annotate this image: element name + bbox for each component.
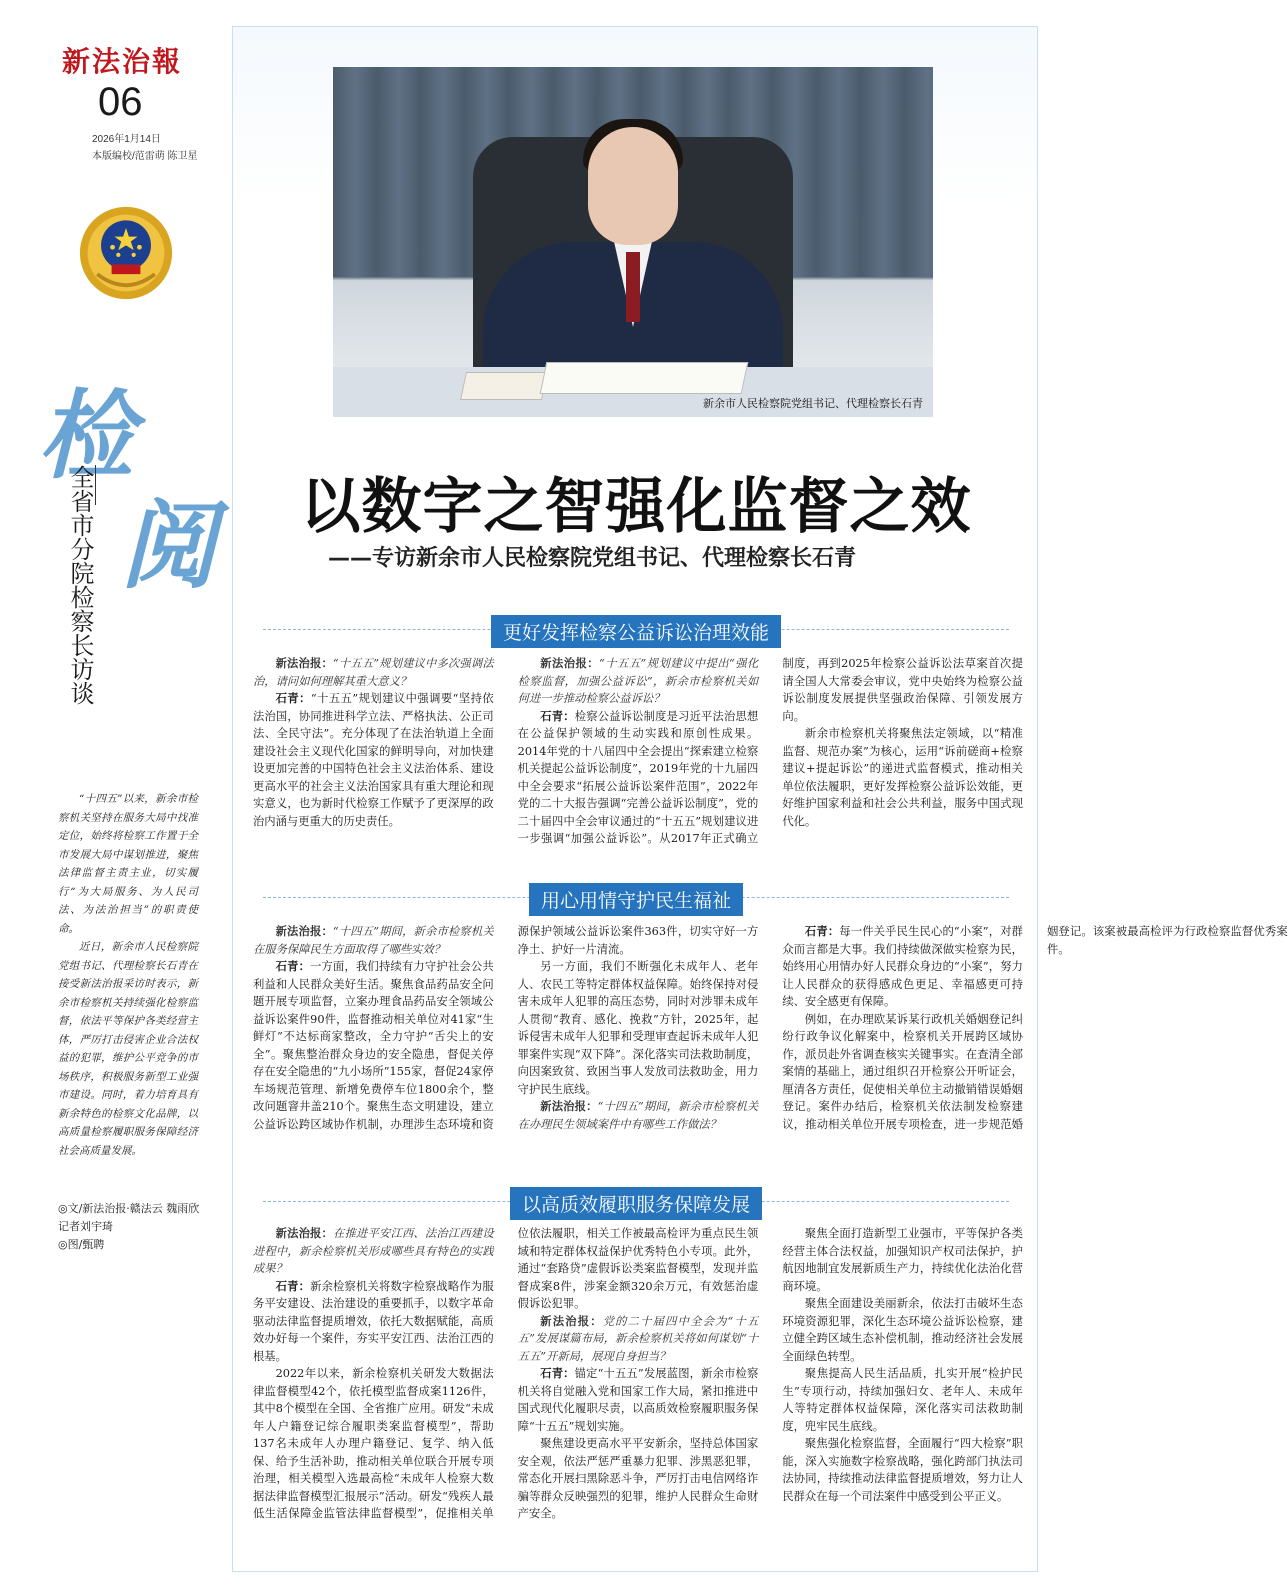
speaker-label: 新法治报： — [275, 656, 333, 670]
paragraph-text: 聚焦提高人民生活品质，扎实开展“检护民生”专项行动，持续加强妇女、老年人、未成年人等特定群体权益保障，深化落实司法救助制度，兜牢民生底线。 — [782, 1367, 1023, 1433]
paragraph-text: 每一件关乎民生民心的“小案”，对群众而言都是大事。我们持续做深做实检察为民，始终用心用情办好人民群众身边的“小案”，努力让人民群众的获得感成色更足、幸福感更可持续、安全感更有保障。 — [782, 925, 1023, 1008]
speaker-label: 新法治报： — [540, 1313, 603, 1328]
paragraph-text: 聚焦全面建设美丽新余，依法打击破坏生态环境资源犯罪，深化生态环境公益诉讼检察，建立健全跨区域生态补偿机制，推动经济社会发展全面绿色转型。 — [782, 1297, 1023, 1363]
interview-answer — [253, 690, 494, 830]
article-paragraph — [782, 1365, 1023, 1435]
interview-answer — [782, 923, 1023, 1011]
speaker-label: 石青： — [540, 708, 575, 723]
paragraph-text: 聚焦强化检察监督，全面履行“四大检察”职能，深入实施数字检察战略，强化跨部门执法司法协同，持续推动法律监督提质增效，努力让人民群众在每一个司法案件中感受到公平正义。 — [782, 1437, 1023, 1503]
article-paragraph — [782, 1295, 1023, 1365]
procuratorate-emblem-icon — [78, 205, 174, 301]
photo-open-book — [540, 362, 749, 394]
page-number: 06 — [98, 80, 143, 124]
sidebar-credits — [58, 1200, 208, 1254]
article-paragraph — [782, 1435, 1023, 1505]
speaker-label: 石青： — [540, 1366, 575, 1380]
article-paragraph — [782, 725, 1023, 830]
photo-caption: 新余市人民检察院党组书记、代理检察长石青 — [703, 398, 923, 410]
article-subhead: ——专访新余市人民检察院党组书记、代理检察长石青 — [328, 546, 857, 571]
interview-question — [518, 1098, 759, 1133]
paper-name: 新法治報 — [62, 45, 183, 78]
column-title-char-2: 阅 — [120, 489, 216, 602]
paragraph-text: 锚定“十五五”发展蓝图，新余市检察机关将自觉融入党和国家工作大局，紧扣推进中国式现代化履职尽责，以高质效检察履职服务保障“十五五”规划实施。 — [517, 1367, 759, 1433]
speaker-label: 石青： — [275, 959, 311, 973]
paragraph-text: “十五五”规划建议中提出“强化检察监督，加强公益诉讼”，新余市检察机关如何进一步推动检察公益诉讼？ — [517, 657, 759, 705]
sidebar-intro-paragraph: 近日，新余市人民检察院党组书记、代理检察长石青在接受新法治报采访时表示，新余市检察机关持续强化检察监督，依法平等保护各类经营主体，严厉打击侵害企业合法权益的犯罪，维护公平竞争的市场秩序，积极服务新型工业强市建设。同时，着力培育具有新余特色的检察文化品牌，以高质量检察履职服务保障经济社会高质量发展。 — [58, 941, 198, 1157]
speaker-label: 新法治报： — [540, 656, 600, 670]
section-heading — [233, 615, 1039, 645]
masthead — [40, 40, 200, 162]
photo-credit: ◎图/甄聘 — [58, 1238, 105, 1251]
article-paragraph — [518, 1435, 759, 1523]
sidebar-intro-paragraph: “十四五”以来，新余市检察机关坚持在服务大局中找准定位，始终将检察工作置于全市发展大局中谋划推进，聚焦法律监督主责主业，切实履行“为大局服务、为人民司法、为法治担当”的职责使命。 — [58, 793, 198, 935]
section-heading-label: 以高质效履职服务保障发展 — [510, 1187, 762, 1220]
section-heading-label: 更好发挥检察公益诉讼治理效能 — [491, 615, 781, 648]
interview-question — [253, 923, 494, 958]
photo-face — [588, 127, 678, 245]
paragraph-text: 聚焦全面打造新型工业强市，平等保护各类经营主体合法权益，加强知识产权司法保护，护航因地制宜发展新质生产力，持续优化法治化营商环境。 — [782, 1227, 1023, 1293]
section-body — [253, 923, 1288, 1163]
photo-book — [460, 372, 548, 400]
paragraph-text: 例如，在办理欧某诉某行政机关婚姻登记纠纷行政争议化解案中，检察机关开展跨区域协作，派员赴外省调查核实关键事实。在查清全部案情的基础上，通过组织召开检察公开听证会，厘清各方责任，促使相关单位主动撤销错误婚姻登记。案件办结后，检察机关依法制发检察建议，推动相关单位开展专项检查，进一步规范婚姻登记。该案被最高检评为行政检察监督优秀案件。 — [782, 925, 1288, 1131]
interview-question — [518, 1313, 759, 1366]
photo-tie — [626, 252, 640, 322]
interview-question — [253, 655, 494, 690]
interview-question — [518, 655, 759, 708]
speaker-label: 石青： — [275, 691, 311, 705]
interview-answer — [518, 1365, 759, 1435]
paragraph-text: 一方面，我们持续有力守护社会公共利益和人民群众美好生活。聚焦食品药品安全问题开展专项监督，立案办理食品药品安全领域公益诉讼案件90件，监督推动相关单位对41家“生鲜灯”不达标商家整改，全力守护“舌尖上的安全”。聚焦整治群众身边的安全隐患，督促关停存在安全隐患的“九小场所”155家，督促24家停车场规范管理、新增免费停车位1800余个，整改问题窨井盖210个。聚焦生态文明建设，建立公益诉讼跨区域协作机制，办理涉生态环境和资源保护领域公益诉讼案件363件，切实守好一方净土、护好一片清流。 — [253, 925, 759, 1131]
column-subtitle: 全省市分院检察长访谈 — [62, 465, 96, 705]
section-heading-label: 用心用情守护民生福祉 — [529, 883, 743, 916]
sidebar-intro — [58, 790, 198, 1160]
paragraph-text: 另一方面，我们不断强化未成年人、老年人、农民工等特定群体权益保障。始终保持对侵害未成年人犯罪的高压态势，同时对涉罪未成年人贯彻“教育、感化、挽救”方针，2025年，起诉侵害未成年人犯罪和受理审查起诉未成年人犯罪案件实现“双下降”。深化落实司法救助制度，向因案致贫、致困当事人发放司法救助金，用力守护民生底线。 — [517, 960, 759, 1096]
speaker-label: 石青： — [275, 1278, 311, 1293]
section-body — [253, 655, 1023, 875]
paragraph-text: “十四五”期间，新余市检察机关在办理民生领域案件中有哪些工作做法？ — [517, 1100, 759, 1131]
paragraph-text: “十四五”期间，新余市检察机关在服务保障民生方面取得了哪些实效？ — [253, 925, 494, 956]
article-paragraph — [518, 958, 759, 1098]
paragraph-text: 2022年以来，新余检察机关研发大数据法律监督模型42个，依托模型监督成案1126件，其中8个模型在全国、全省推广应用。研发“未成年人户籍登记综合履职类案监督模型”，帮助137名未成年人办理户籍登记、复学、纳入低保、给予生活补助，推动相关单位联合开展专项治理，相关模型入选最高检“未成年人检察大数据法律监督模型汇报展示”活动。研发“残疾人最低生活保障金监管法律监督模型”，促推相关单位依法履职，相关工作被最高检评为重点民生领域和特定群体权益保护优秀特色小专项。此外，通过“套路贷”虚假诉讼类案监督模型，发现并监督成案8件，涉案金额320余万元，有效惩治虚假诉讼犯罪。 — [253, 1227, 759, 1520]
column-title — [30, 360, 216, 610]
editors-credit: 本版编校/范雷萌 陈卫星 — [92, 151, 198, 162]
speaker-label: 新法治报： — [275, 924, 333, 938]
publication-date: 2026年1月14日 — [92, 134, 161, 145]
article-frame — [232, 26, 1288, 1572]
section-heading — [233, 1187, 1039, 1217]
paragraph-text: “十五五”规划建议中强调要“坚持依法治国，协同推进科学立法、严格执法、公正司法、全民守法”。充分体现了在法治轨道上全面建设社会主义现代化国家的鲜明导向，对加快建设更加完善的中国特色社会主义法治体系、建设更高水平的社会主义法治国家具有重大理论和现实意义，也为新时代检察工作赋予了更深厚的政治内涵与更重大的历史责任。 — [253, 692, 494, 828]
column-title-char-1: 检 — [38, 379, 134, 492]
writer-credit: ◎文/新法治报·赣法云 魏雨欣 记者刘宇琦 — [58, 1202, 200, 1233]
interview-question — [253, 1225, 494, 1278]
section-heading — [233, 883, 1039, 913]
paragraph-text: 新余市检察机关将聚焦法定领域，以“精准监督、规范办案”为核心，运用“诉前磋商+检察建议+提起诉讼”的递进式监督模式，推动相关单位依法履职，更好发挥检察公益诉讼效能，更好维护国家利益和社会公共利益，服务中国式现代化。 — [782, 727, 1023, 828]
section-body — [253, 1225, 1023, 1535]
article-headline: 以数字之智强化监督之效 — [300, 472, 972, 542]
paragraph-text: 党的二十届四中全会为“十五五”发展谋篇布局，新余检察机关将如何谋划“十五五”开新局，展现自身担当？ — [517, 1314, 759, 1363]
article-paragraph — [782, 1225, 1023, 1295]
paragraph-text: 新余检察机关将数字检察战略作为服务平安建设、法治建设的重要抓手，以数字革命驱动法律监督提质增效，依托大数据赋能，高质效办好每一个案件，夯实平安江西、法治江西的根基。 — [253, 1279, 494, 1363]
speaker-label: 石青： — [804, 924, 840, 938]
speaker-label: 新法治报： — [540, 1099, 598, 1113]
interview-answer — [253, 1278, 494, 1366]
speaker-label: 新法治报： — [275, 1226, 334, 1240]
interviewee-photo — [333, 67, 933, 417]
paragraph-text: 检察公益诉讼制度是习近平法治思想在公益保护领域的生动实践和原创性成果。2014年党的十八届四中全会提出“探索建立检察机关提起公益诉讼制度”，2019年党的十九届四中全会要求“拓展公益诉讼案件范围”，2022年党的二十大报告强调“完善公益诉讼制度”，党的二十届四中全会审议通过的“十五五”规划建议进一步强调“加强公益诉讼”。从2017年正式确立制度，再到2025年检察公益诉讼法草案首次提请全国人大常委会审议，党中央始终为检察公益诉讼制度发展提供坚强政治保障、引领发展方向。 — [517, 657, 1023, 845]
paragraph-text: 聚焦建设更高水平平安新余，坚持总体国家安全观，依法严惩严重暴力犯罪、涉黑恶犯罪，常态化开展扫黑除恶斗争，严厉打击电信网络诈骗等群众反映强烈的犯罪，维护人民群众生命财产安全。 — [517, 1437, 759, 1520]
paragraph-text: 在推进平安江西、法治江西建设进程中，新余检察机关形成哪些具有特色的实践成果？ — [253, 1227, 494, 1275]
paragraph-text: “十五五”规划建议中多次强调法治，请问如何理解其重大意义？ — [253, 657, 494, 688]
